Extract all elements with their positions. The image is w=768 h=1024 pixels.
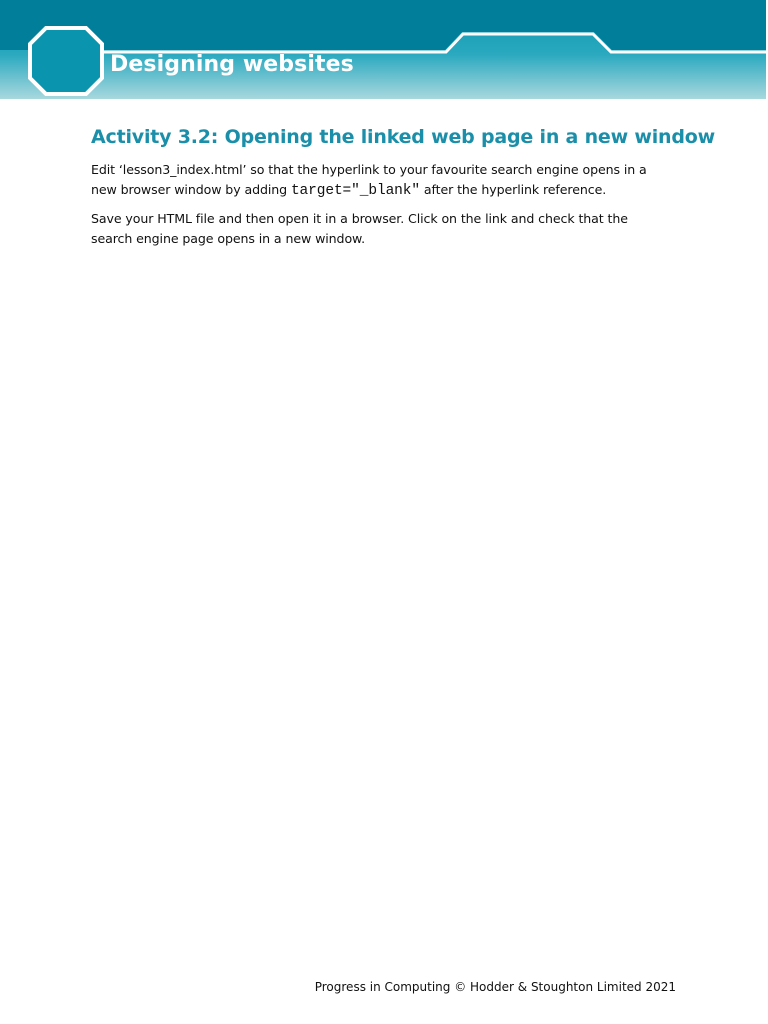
instruction-paragraph-1 bbox=[91, 160, 671, 201]
activity-heading: Activity 3.2: Opening the linked web page in a new window bbox=[91, 126, 715, 148]
page-header-banner bbox=[0, 0, 766, 99]
octagon-badge-icon bbox=[30, 28, 102, 94]
instruction-text-1a: Edit ‘lesson3_index.html’ so that the hyperlink to your favourite search engine opens in a new browser window by adding bbox=[91, 162, 647, 197]
header-background bbox=[0, 0, 766, 99]
footer-copyright: Progress in Computing © Hodder & Stoughton Limited 2021 bbox=[314, 980, 676, 994]
instruction-paragraph-2: Save your HTML file and then open it in a browser. Click on the link and check that the search engine page opens in a new window. bbox=[91, 211, 628, 246]
code-snippet: target="_blank" bbox=[290, 183, 420, 199]
instruction-text-1b: after the hyperlink reference. bbox=[419, 182, 607, 197]
section-title: Designing websites bbox=[110, 52, 354, 77]
activity-content bbox=[91, 126, 715, 257]
